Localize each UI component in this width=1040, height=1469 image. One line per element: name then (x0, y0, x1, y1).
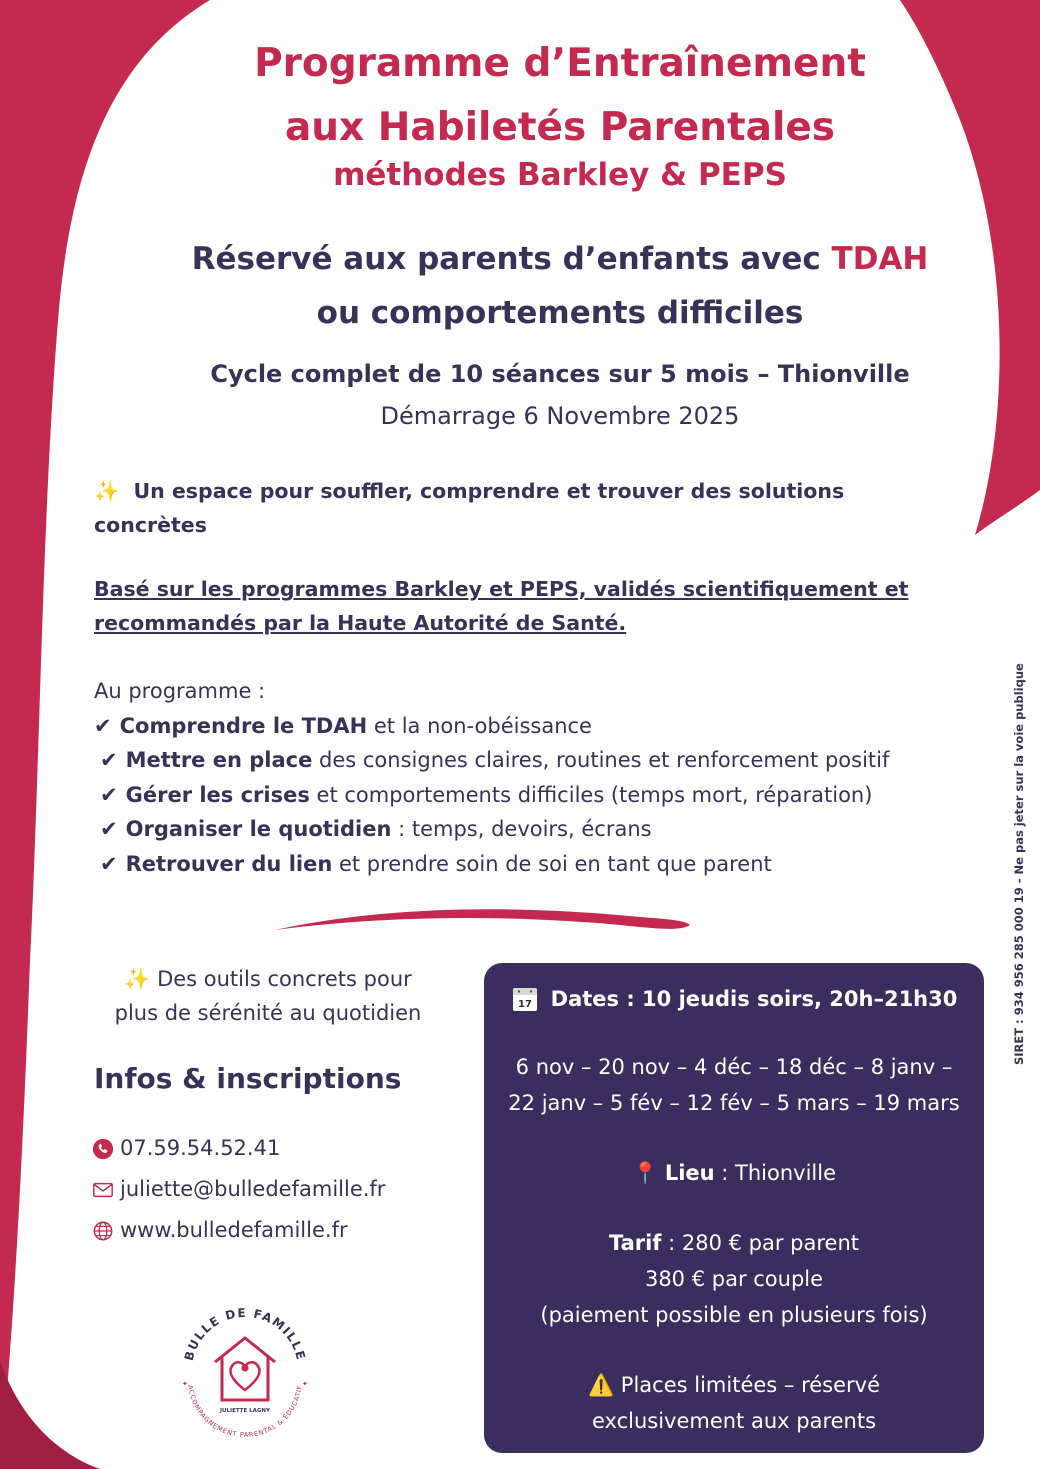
tarif-label: Tarif (608, 1231, 662, 1255)
outils-line-2: plus de sérénité au quotidien (114, 1001, 422, 1025)
calendar-icon (511, 985, 539, 1013)
programme-item (94, 709, 994, 744)
lieu-value: : Thionville (714, 1161, 837, 1185)
svg-text:✦: ✦ (182, 1380, 188, 1388)
infos-heading: Infos & inscriptions (94, 1062, 402, 1095)
session-dates (484, 1049, 984, 1121)
base-text: Basé sur les programmes Barkley et PEPS, validés scientifiquement et recommandés par la Haute Autorité de Santé. (94, 577, 909, 635)
warning-icon: ⚠️ (587, 1373, 615, 1397)
website-url: www.bulledefamille.fr (120, 1218, 348, 1242)
start-date: Démarrage 6 Novembre 2025 (380, 402, 740, 430)
check-icon: ✔ (100, 748, 118, 772)
programme-item (94, 812, 994, 847)
audience-line-1 (100, 232, 1020, 286)
title-line-2: aux Habiletés Parentales (284, 105, 836, 150)
sparkle-icon: ✨ (124, 967, 151, 991)
places-line-2: exclusivement aux parents (591, 1409, 877, 1433)
sparkle-icon: ✨ (94, 479, 120, 503)
programme-item-rest: et comportements difficiles (temps mort, réparation) (309, 782, 873, 807)
programme-item (94, 847, 994, 882)
tarif-couple: 380 € par couple (644, 1267, 824, 1291)
outils-line-1-text: Des outils concrets pour (150, 967, 412, 991)
programme-item-bold: Gérer les crises (125, 782, 310, 807)
session-dates-line-2: 22 janv – 5 fév – 12 fév – 5 mars – 19 mars (508, 1091, 960, 1115)
programme-item-bold: Mettre en place (125, 748, 313, 772)
outils-line-1 (88, 962, 448, 996)
phone-icon (92, 1138, 114, 1160)
bulle-de-famille-logo (170, 1300, 320, 1450)
lieu-row (484, 1155, 984, 1191)
email-address: juliette@bulledefamille.fr (120, 1177, 386, 1201)
tarif-line-1 (484, 1225, 984, 1261)
programme-section (94, 674, 994, 881)
email-row[interactable] (92, 1169, 385, 1210)
phone-row[interactable] (92, 1128, 385, 1169)
check-icon: ✔ (100, 851, 118, 876)
programme-item-bold: Retrouver du lien (125, 851, 333, 876)
programme-item-bold: Comprendre le TDAH (119, 713, 368, 738)
programme-item (94, 778, 994, 813)
tarif-parent: : 280 € par parent (661, 1231, 860, 1255)
website-row[interactable] (92, 1210, 385, 1251)
check-icon: ✔ (100, 782, 118, 807)
audience-line-2: ou comportements difficiles (316, 295, 804, 331)
check-icon: ✔ (94, 713, 112, 738)
audience-prefix: Réservé aux parents d’enfants avec (191, 241, 832, 277)
programme-heading: Au programme : (94, 679, 266, 703)
logo-top-text: BULLE DE FAMILLE (181, 1305, 309, 1363)
main-title (100, 32, 1020, 160)
pin-icon: 📍 (631, 1161, 659, 1185)
calendar-day: 17 (517, 999, 532, 1010)
methods-subtitle: méthodes Barkley & PEPS (333, 157, 787, 193)
programme-item-rest: : temps, devoirs, écrans (391, 817, 652, 841)
svg-text:BULLE DE FAMILLE (182, 1306, 308, 1362)
espace-text (94, 474, 934, 542)
outils-text (88, 962, 448, 1030)
dates-panel (484, 963, 984, 1453)
globe-icon (92, 1220, 114, 1242)
phone-number: 07.59.54.52.41 (120, 1136, 281, 1160)
cycle-info: Cycle complet de 10 séances sur 5 mois – Thionville (210, 360, 910, 388)
mail-icon (92, 1179, 114, 1201)
dates-heading (484, 985, 984, 1013)
svg-text:✦: ✦ (302, 1380, 308, 1388)
programme-item (94, 743, 994, 778)
places-line-1 (484, 1367, 984, 1403)
tarif-payment-note: (paiement possible en plusieurs fois) (540, 1303, 928, 1327)
programme-item-rest: des consignes claires, routines et renforcement positif (312, 748, 890, 772)
dates-label: Dates : 10 jeudis soirs, 20h–21h30 (550, 987, 958, 1011)
siret-notice: SIRET : 934 956 285 000 19 - Ne pas jeter sur la voie publique (1012, 663, 1026, 1065)
session-dates-line-1: 6 nov – 20 nov – 4 déc – 18 déc – 8 janv – (515, 1055, 953, 1079)
lieu-label: Lieu (664, 1161, 715, 1185)
programme-item-bold: Organiser le quotidien (125, 817, 392, 841)
audience-heading (100, 232, 1020, 340)
places-notice (484, 1367, 984, 1439)
tdah-highlight: TDAH (831, 241, 929, 277)
logo-bottom-text: ACCOMPAGNEMENT PARENTAL & ÉDUCATIF (186, 1384, 304, 1440)
places-line-1-text: Places limitées – réservé (614, 1373, 881, 1397)
programme-item-rest: et la non-obéissance (367, 713, 592, 738)
title-line-1: Programme d’Entraînement (254, 41, 866, 86)
contact-list (92, 1128, 385, 1251)
espace-label: Un espace pour souffler, comprendre et trouver des solutions concrètes (94, 479, 845, 537)
logo-name-text: JULIETTE LAGNY (220, 1408, 270, 1414)
check-icon: ✔ (100, 817, 118, 841)
programme-item-rest: et prendre soin de soi en tant que parent (332, 851, 772, 876)
tarif-block (484, 1225, 984, 1333)
